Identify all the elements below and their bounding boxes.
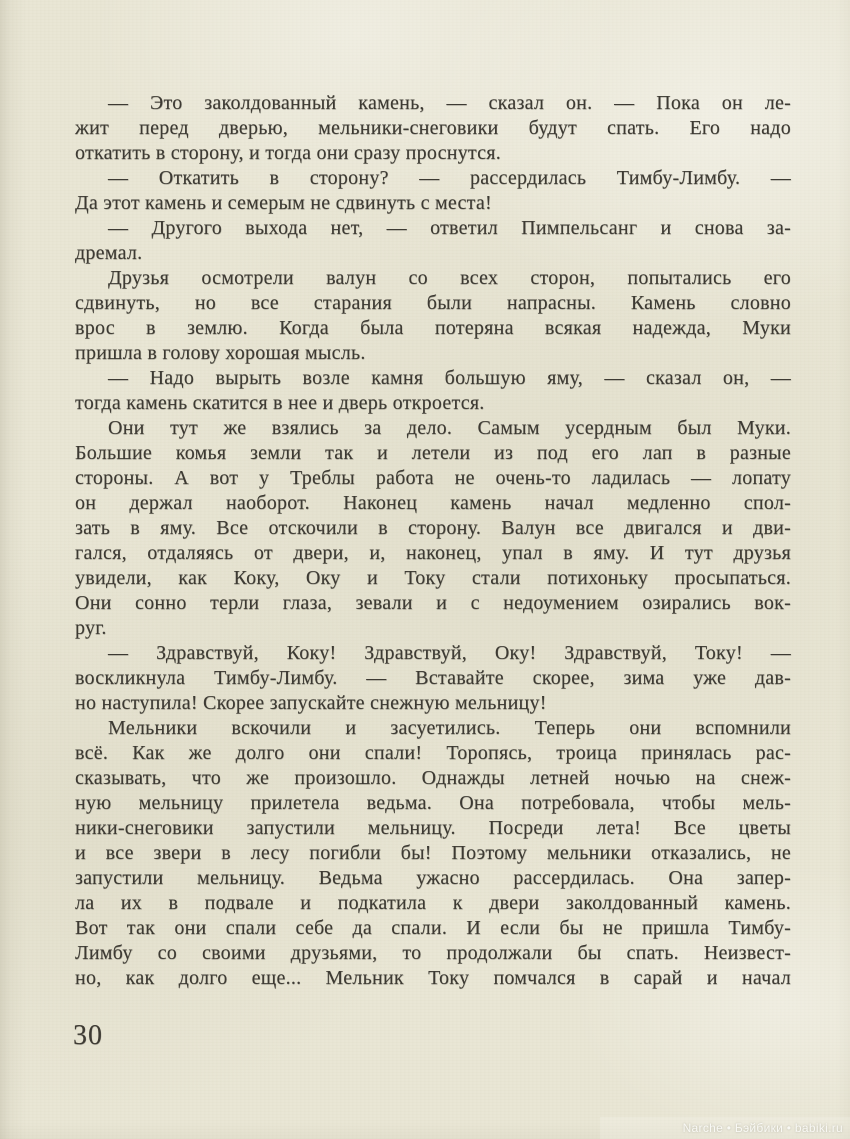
text-line: тогда камень скатится в нее и дверь откроется. — [75, 392, 485, 414]
text-line: запустили мельницу. Ведьма ужасно рассердилась. Она запер- — [75, 867, 791, 889]
text-line: Мельники вскочили и засуетились. Теперь они вспомнили — [108, 717, 791, 739]
text-line: Большие комья земли так и летели из под его лап в разные — [75, 442, 791, 464]
text-line: — Здравствуй, Коку! Здравствуй, Оку! Здравствуй, Току! — — [108, 642, 791, 664]
text-line: всё. Как же долго они спали! Торопясь, троица принялась рас- — [75, 742, 791, 764]
paragraph — [75, 216, 791, 266]
text-line: но наступила! Скорее запускайте снежную мельницу! — [75, 692, 547, 714]
watermark: Narche • Бэйбики • babiki.ru — [682, 1121, 843, 1135]
text-line: — Надо вырыть возле камня большую яму, — сказал он, — — [108, 367, 791, 389]
paragraph — [75, 91, 791, 166]
text-line: ники-снеговики запустили мельницу. Посреди лета! Все цветы — [75, 817, 791, 839]
paragraph — [75, 366, 791, 416]
text-line: он держал наоборот. Наконец камень начал медленно спол- — [75, 492, 791, 514]
text-line: жит перед дверью, мельники-снеговики будут спать. Его надо — [75, 117, 791, 139]
paragraph — [75, 641, 791, 716]
text-line: зать в яму. Все отскочили в сторону. Валун все двигался и дви- — [75, 517, 791, 539]
text-line: Они сонно терли глаза, зевали и с недоумением озирались вок- — [75, 592, 791, 614]
text-line: Они тут же взялись за дело. Самым усердным был Муки. — [108, 417, 791, 439]
text-line: сказывать, что же произошло. Однажды летней ночью на снеж- — [75, 767, 791, 789]
text-line: врос в землю. Когда была потеряна всякая надежда, Муки — [75, 317, 791, 339]
text-line: — Другого выхода нет, — ответил Пимпельсанг и снова за- — [108, 217, 791, 239]
text-line: стороны. А вот у Треблы работа не очень-то ладилась — лопату — [75, 467, 791, 489]
text-line: ную мельницу прилетела ведьма. Она потребовала, чтобы мель- — [75, 792, 791, 814]
paragraph — [75, 416, 791, 641]
paragraph — [75, 266, 791, 366]
paragraph — [75, 716, 791, 991]
text-line: — Откатить в сторону? — рассердилась Тимбу-Лимбу. — — [108, 167, 791, 189]
text-line: гался, отдаляясь от двери, и, наконец, упал в яму. И тут друзья — [75, 542, 791, 564]
text-line: Лимбу со своими друзьями, то продолжали бы спать. Неизвест- — [75, 942, 791, 964]
page-number: 30 — [73, 1020, 103, 1051]
text-line: и все звери в лесу погибли бы! Поэтому мельники отказались, не — [75, 842, 791, 864]
text-line: но, как долго еще... Мельник Току помчался в сарай и начал — [75, 967, 791, 989]
text-line: Вот так они спали себе да спали. И если бы не пришла Тимбу- — [75, 917, 791, 939]
text-line: пришла в голову хорошая мысль. — [75, 342, 366, 364]
text-line: ла их в подвале и подкатила к двери заколдованный камень. — [75, 892, 791, 914]
text-line: увидели, как Коку, Оку и Току стали потихоньку просыпаться. — [75, 567, 791, 589]
text-line: — Это заколдованный камень, — сказал он. — Пока он ле- — [108, 92, 791, 114]
text-line: Друзья осмотрели валун со всех сторон, попытались его — [108, 267, 791, 289]
text-line: откатить в сторону, и тогда они сразу проснутся. — [75, 142, 501, 164]
paragraph — [75, 166, 791, 216]
text-line: дремал. — [75, 242, 143, 264]
text-line: воскликнула Тимбу-Лимбу. — Вставайте скорее, зима уже дав- — [75, 667, 791, 689]
text-line: сдвинуть, но все старания были напрасны. Камень словно — [75, 292, 791, 314]
text-line: Да этот камень и семерым не сдвинуть с места! — [75, 192, 492, 214]
page-text — [75, 91, 791, 991]
text-line: руг. — [75, 617, 107, 639]
